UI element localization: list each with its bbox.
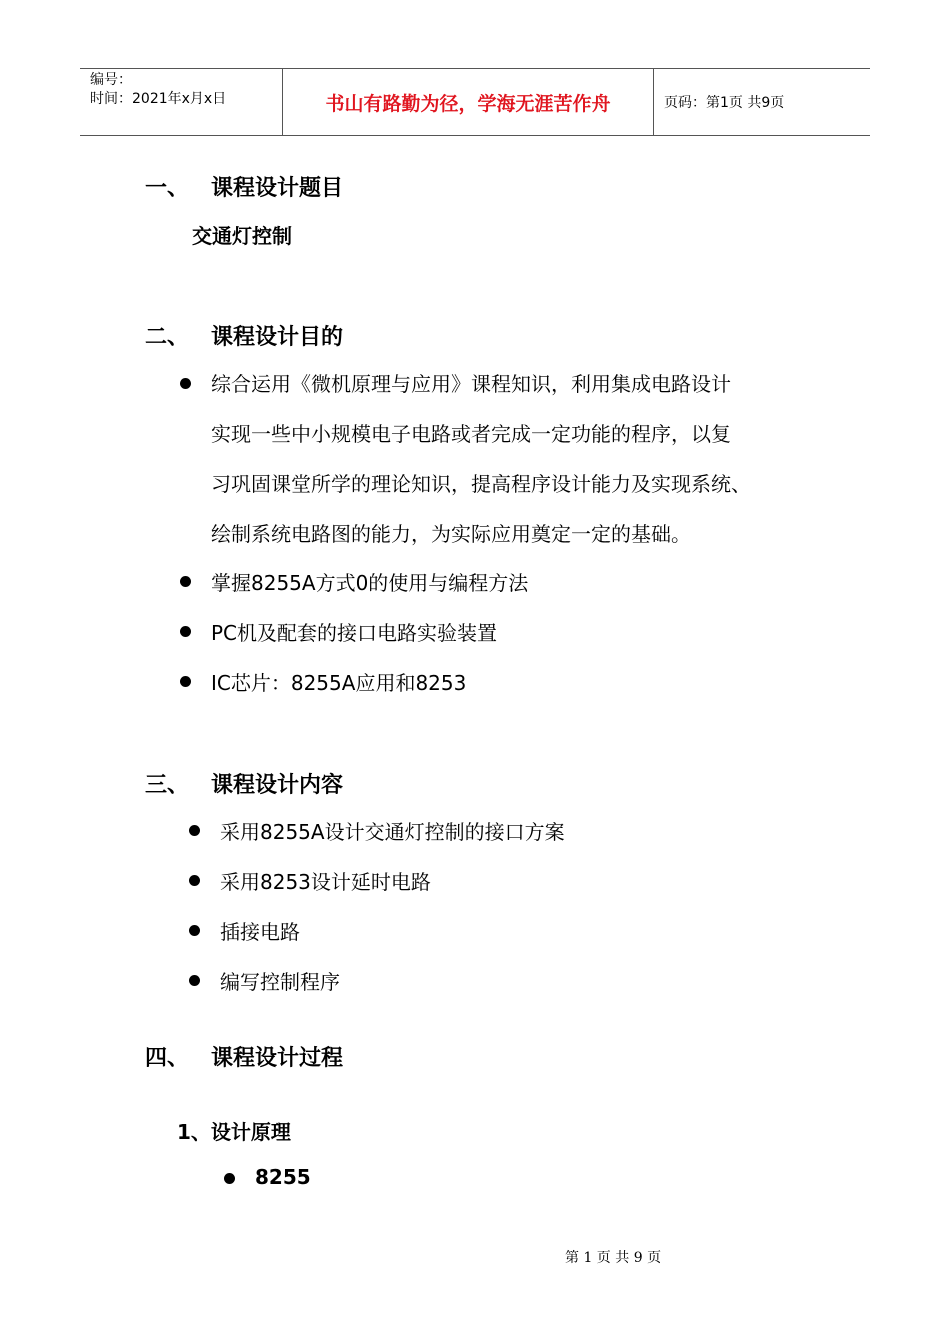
content-item-3: 插接电路 xyxy=(220,920,300,944)
header-motto: 书山有路勤为径，学海无涯苦作舟 xyxy=(282,69,654,135)
purpose-item-1-line-2: 实现一些中小规模电子电路或者完成一定功能的程序，以复 xyxy=(211,422,731,446)
header-meta xyxy=(80,69,282,135)
section-2-title: 课程设计目的 xyxy=(211,325,344,350)
purpose-item-4: IC芯片：8255A应用和8253 xyxy=(211,671,467,695)
content-item-1: 采用8255A设计交通灯控制的接口方案 xyxy=(220,820,565,844)
section-4-number: 四、 xyxy=(145,1046,190,1071)
bullet-dot xyxy=(189,875,200,886)
content-item-2: 采用8253设计延时电路 xyxy=(220,870,431,894)
section-2-number: 二、 xyxy=(145,325,190,350)
page-footer: 第 1 页 共 9 页 xyxy=(565,1250,662,1266)
purpose-item-2: 掌握8255A方式0的使用与编程方法 xyxy=(211,571,529,595)
purpose-item-1-line-3: 习巩固课堂所学的理论知识，提高程序设计能力及实现系统、 xyxy=(211,472,751,496)
section-4-title: 课程设计过程 xyxy=(211,1046,344,1071)
bullet-dot xyxy=(180,576,191,587)
header-page-info: 页码：第1页 共9页 xyxy=(664,95,785,111)
section-1-subtitle: 交通灯控制 xyxy=(192,224,292,248)
subsection-heading: 1、设计原理 xyxy=(177,1120,291,1144)
header-number-label: 编号： xyxy=(90,72,132,88)
page-header xyxy=(80,68,870,136)
purpose-item-1-line-1: 综合运用《微机原理与应用》课程知识，利用集成电路设计 xyxy=(211,372,731,396)
section-3-number: 三、 xyxy=(145,773,190,798)
bullet-dot xyxy=(189,825,200,836)
sub-bullet-8255: 8255 xyxy=(255,1165,311,1189)
bullet-dot xyxy=(180,676,191,687)
header-time-label: 时间：2021年x月x日 xyxy=(90,91,227,107)
section-3-title: 课程设计内容 xyxy=(211,773,344,798)
section-1-number: 一、 xyxy=(145,176,190,201)
content-item-4: 编写控制程序 xyxy=(220,970,340,994)
bullet-dot xyxy=(224,1173,235,1184)
bullet-dot xyxy=(189,925,200,936)
purpose-item-1-line-4: 绘制系统电路图的能力，为实际应用奠定一定的基础。 xyxy=(211,522,691,546)
bullet-dot xyxy=(180,626,191,637)
purpose-item-3: PC机及配套的接口电路实验装置 xyxy=(211,621,498,645)
bullet-dot xyxy=(180,378,191,389)
section-1-title: 课程设计题目 xyxy=(211,176,344,201)
bullet-dot xyxy=(189,975,200,986)
